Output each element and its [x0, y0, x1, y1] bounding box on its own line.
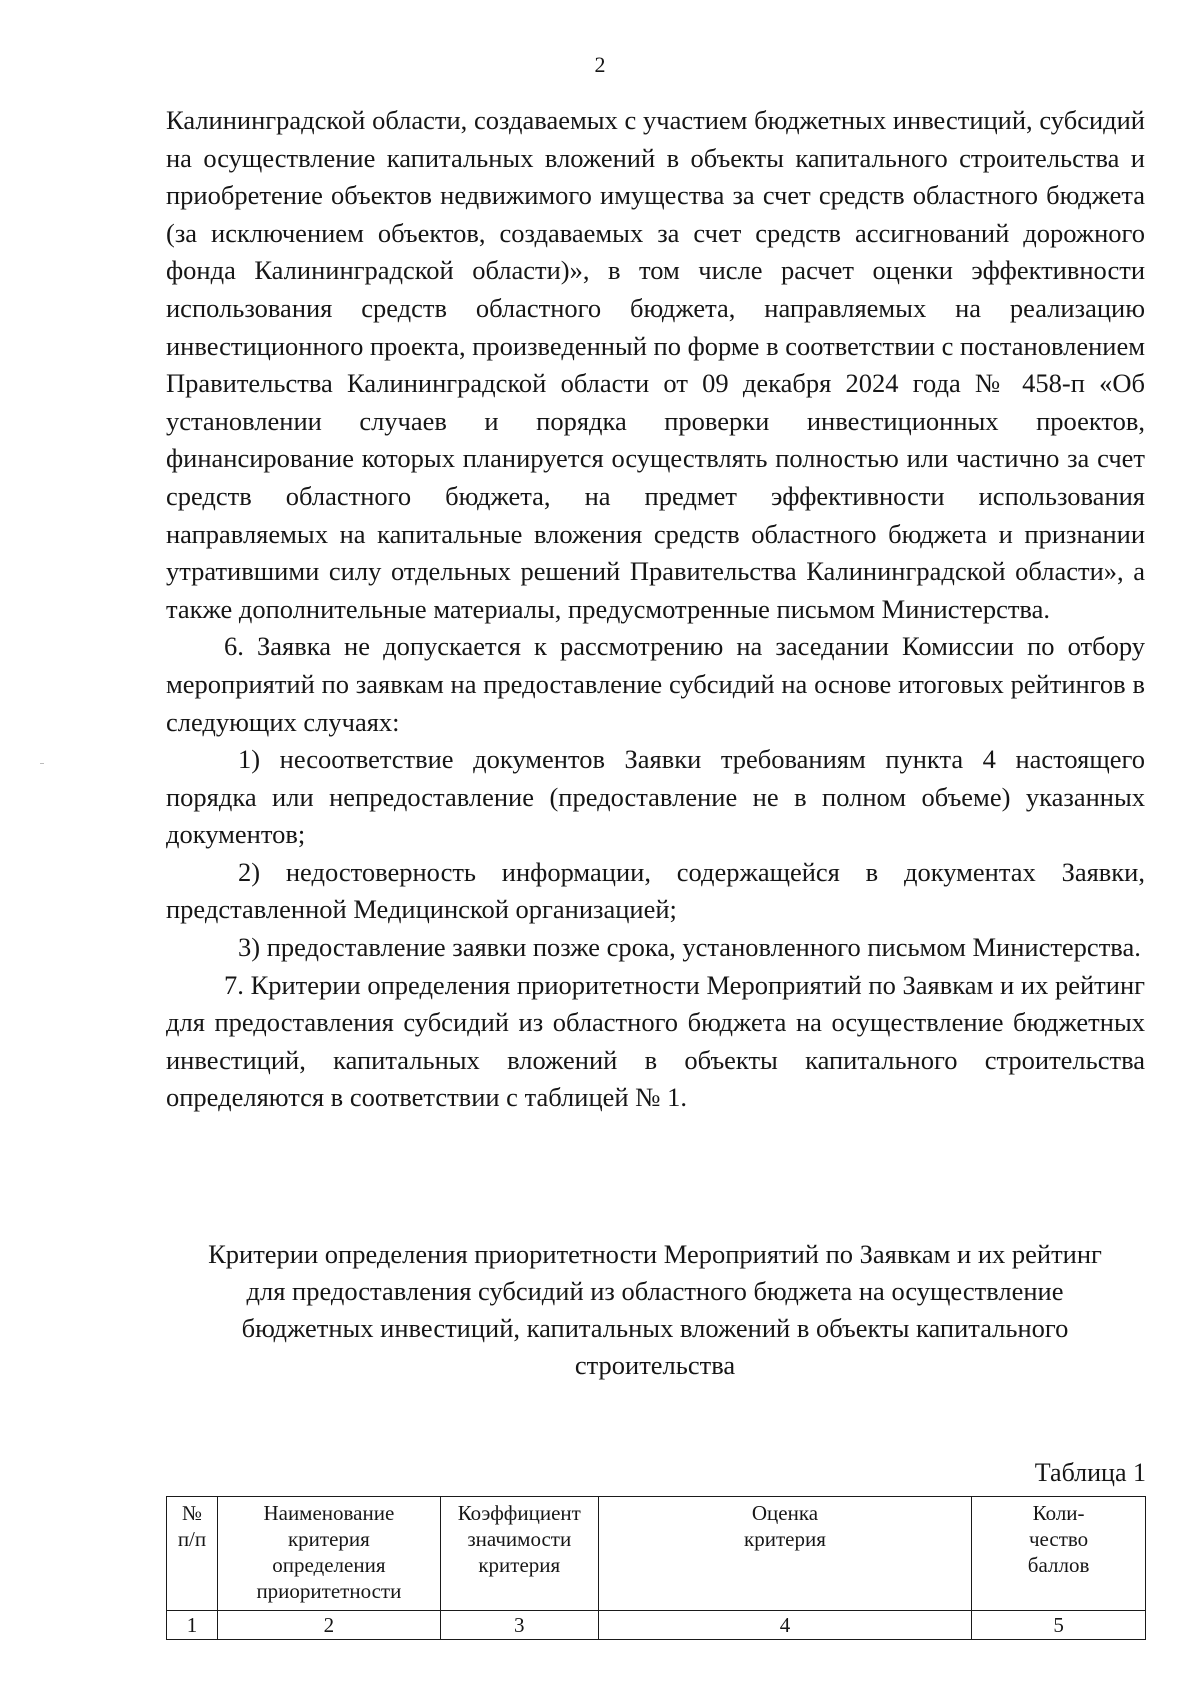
- table-cell: 5: [972, 1611, 1146, 1640]
- header-number: № п/п: [167, 1497, 218, 1611]
- page-number: 2: [594, 52, 606, 77]
- table-caption: Таблица 1: [1034, 1458, 1146, 1487]
- paragraph-6: 6. Заявка не допускается к рассмотрению на заседании Комиссии по отбору мероприятий по заявкам на предоставление субсидий на основе итоговых рейтингов в следующих случаях:: [166, 631, 1145, 737]
- table-cell: 3: [440, 1611, 598, 1640]
- header-criterion-name: Наименование критерия определения приоритетности: [217, 1497, 440, 1611]
- body-text: [166, 102, 1145, 1117]
- list-item-2: 2) недостоверность информации, содержащейся в документах Заявки, представленной Медицинской организацией;: [166, 856, 1145, 925]
- criteria-table: [166, 1496, 1146, 1640]
- table-row: [167, 1611, 1146, 1640]
- header-assessment: Оценка критерия: [598, 1497, 971, 1611]
- table-header-row: [167, 1497, 1146, 1611]
- table-title-line: строительства: [574, 1350, 736, 1380]
- table-title-line: Критерии определения приоритетности Мероприятий по Заявкам и их рейтинг: [208, 1239, 1102, 1269]
- table-title: [160, 1236, 1150, 1384]
- paragraph-7: 7. Критерии определения приоритетности Мероприятий по Заявкам и их рейтинг для предоставления субсидий из областного бюджета на осуществление бюджетных инвестиций, капитальных вложений в объекты капитального строительства определяются в соответствии с таблицей № 1.: [166, 969, 1145, 1113]
- table-title-line: бюджетных инвестиций, капитальных вложений в объекты капитального: [241, 1313, 1069, 1343]
- table-title-line: для предоставления субсидий из областного бюджета на осуществление: [246, 1276, 1064, 1306]
- list-item-3: 3) предоставление заявки позже срока, установленного письмом Министерства.: [238, 932, 1141, 963]
- scan-mark: [40, 763, 44, 764]
- table-cell: 1: [167, 1611, 218, 1640]
- header-points: Коли- чество баллов: [972, 1497, 1146, 1611]
- paragraph-continuation: Калининградской области, создаваемых с участием бюджетных инвестиций, субсидий на осуществление капитальных вложений в объекты капитального строительства и приобретение объектов недвижимого имущества за счет средств областного бюджета (за исключением объектов, создаваемых за счет средств ассигнований дорожного фонда Калининградской области)», в том числе расчет оценки эффективности использования средств областного бюджета, направляемых на реализацию инвестиционного проекта, произведенный по форме в соответствии с постановлением Правительства Калининградской области от 09 декабря 2024 года № 458-п «Об установлении случаев и порядка проверки инвестиционных проектов, финансирование которых планируется осуществлять полностью или частично за счет средств областного бюджета, на предмет эффективности использования направляемых на капитальные вложения средств областного бюджета и признании утратившими силу отдельных решений Правительства Калининградской области», а также дополнительные материалы, предусмотренные письмом Министерства.: [166, 105, 1145, 624]
- list-item-1: 1) несоответствие документов Заявки требованиям пункта 4 настоящего порядка или непредоставление (предоставление не в полном объеме) указанных документов;: [166, 744, 1145, 850]
- header-coefficient: Коэффициент значимости критерия: [440, 1497, 598, 1611]
- table-cell: 4: [598, 1611, 971, 1640]
- table-cell: 2: [217, 1611, 440, 1640]
